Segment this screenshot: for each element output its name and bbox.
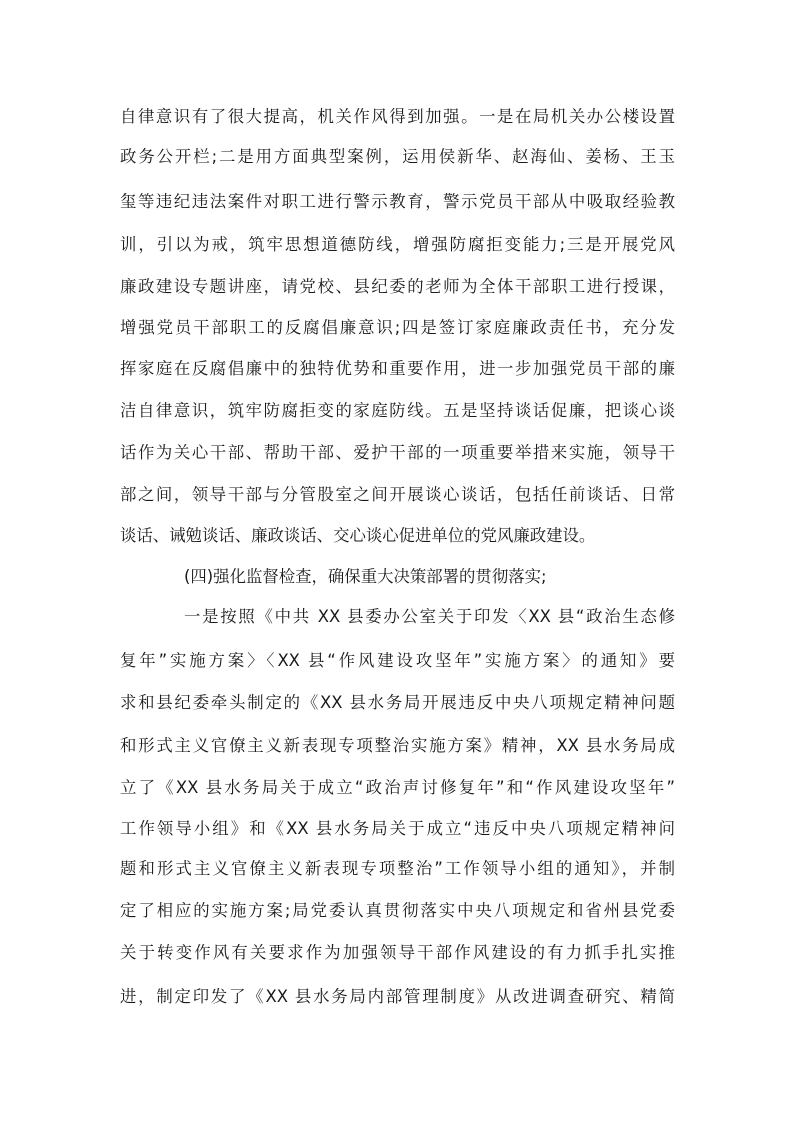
body-text-line: 挥家庭在反腐倡廉中的独特优势和重要作用，进一步加强党员干部的廉	[120, 359, 675, 378]
body-text-line: 玺等违纪违法案件对职工进行警示教育，警示党员干部从中吸取经验教	[120, 192, 675, 211]
body-text-line: 进，制定印发了《XX 县水务局内部管理制度》从改进调查研究、精简	[120, 987, 675, 1006]
body-text-line: 题和形式主义官僚主义新表现专项整治”工作领导小组的通知》，并制	[120, 859, 675, 878]
body-text-line: 立了《XX 县水务局关于成立“政治声讨修复年”和“作风建设攻坚年”	[120, 778, 675, 797]
body-text-line: 工作领导小组》和《XX 县水务局关于成立“违反中央八项规定精神问	[120, 819, 675, 838]
body-text-line: 话作为关心干部、帮助干部、爱护干部的一项重要举措来实施，领导干	[120, 443, 675, 462]
body-text-line: 训，引以为戒，筑牢思想道德防线，增强防腐拒变能力;三是开展党风	[120, 235, 675, 254]
body-text-line: 部之间，领导干部与分管股室之间开展谈心谈话，包括任前谈话、日常	[120, 485, 675, 504]
section-heading: (四)强化监督检查，确保重大决策部署的贯彻落实;	[184, 567, 547, 586]
body-text-line: 一是按照《中共 XX 县委办公室关于印发〈XX 县“政治生态修	[184, 607, 675, 626]
body-text-line: 关于转变作风有关要求作为加强领导干部作风建设的有力抓手扎实推	[120, 943, 675, 962]
body-text-line: 定了相应的实施方案;局党委认真贯彻落实中央八项规定和省州县党委	[120, 901, 675, 920]
body-text-line: 和形式主义官僚主义新表现专项整治实施方案》精神，XX 县水务局成	[120, 736, 675, 755]
body-text-line: 复年”实施方案〉〈XX 县“作风建设攻坚年”实施方案〉的通知》要	[120, 651, 675, 670]
body-text-line: 谈话、诫勉谈话、廉政谈话、交心谈心促进单位的党风廉政建设。	[120, 526, 596, 545]
body-text-line: 求和县纪委牵头制定的《XX 县水务局开展违反中央八项规定精神问题	[120, 693, 675, 712]
body-text-line: 增强党员干部职工的反腐倡廉意识;四是签订家庭廉政责任书，充分发	[120, 318, 675, 337]
body-text-line: 洁自律意识，筑牢防腐拒变的家庭防线。五是坚持谈话促廉，把谈心谈	[120, 401, 675, 420]
body-text-line: 政务公开栏;二是用方面典型案例，运用侯新华、赵海仙、姜杨、王玉	[120, 147, 675, 166]
body-text-line: 廉政建设专题讲座，请党校、县纪委的老师为全体干部职工进行授课，	[120, 277, 675, 296]
body-text-line: 自律意识有了很大提高，机关作风得到加强。一是在局机关办公楼设置	[120, 107, 675, 126]
